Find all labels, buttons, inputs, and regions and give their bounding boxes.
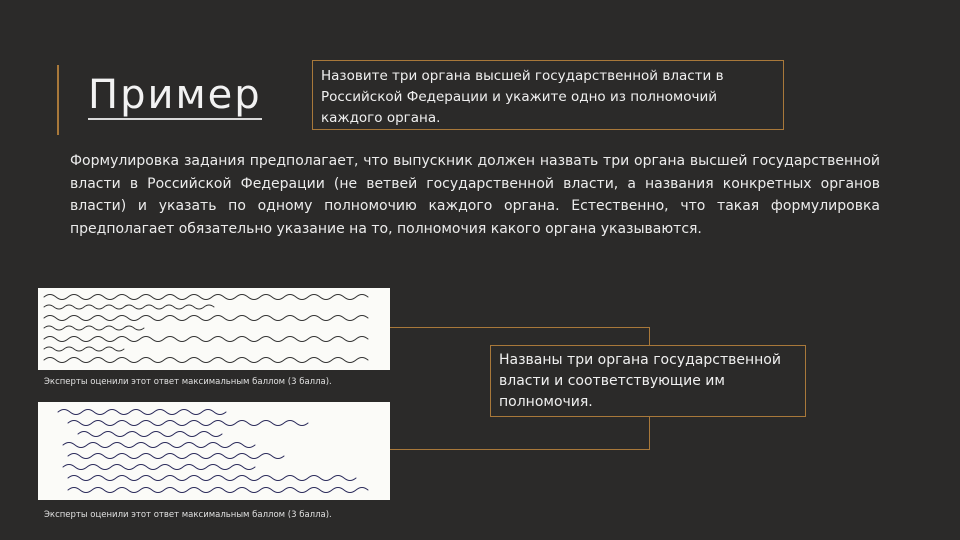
connector-line-bottom <box>390 415 650 450</box>
image-caption-1: Эксперты оценили этот ответ максимальным баллом (3 балла). <box>44 377 332 387</box>
explanation-paragraph: Формулировка задания предполагает, что выпускник должен назвать три органа высшей государственной власти в Российской Федерации (не ветвей государственной власти, а названия конкретных органов власти) и указать по одному полномочию каждого органа. Естественно, что такая формулировка предполагает обязательно указание на то, полномочия какого органа указываются. <box>70 153 880 237</box>
slide-title: Пример <box>88 72 262 118</box>
question-box: Назовите три органа высшей государственной власти в Российской Федерации и укажите одно из полномочий каждого органа. <box>312 60 784 130</box>
image-caption-2: Эксперты оценили этот ответ максимальным баллом (3 балла). <box>44 510 332 520</box>
answer-note-box: Названы три органа государственной власти и соответствующие им полномочия. <box>490 345 806 417</box>
handwritten-answer-image-2 <box>38 402 390 500</box>
title-accent-bar <box>57 65 59 135</box>
handwritten-answer-image-1 <box>38 288 390 370</box>
